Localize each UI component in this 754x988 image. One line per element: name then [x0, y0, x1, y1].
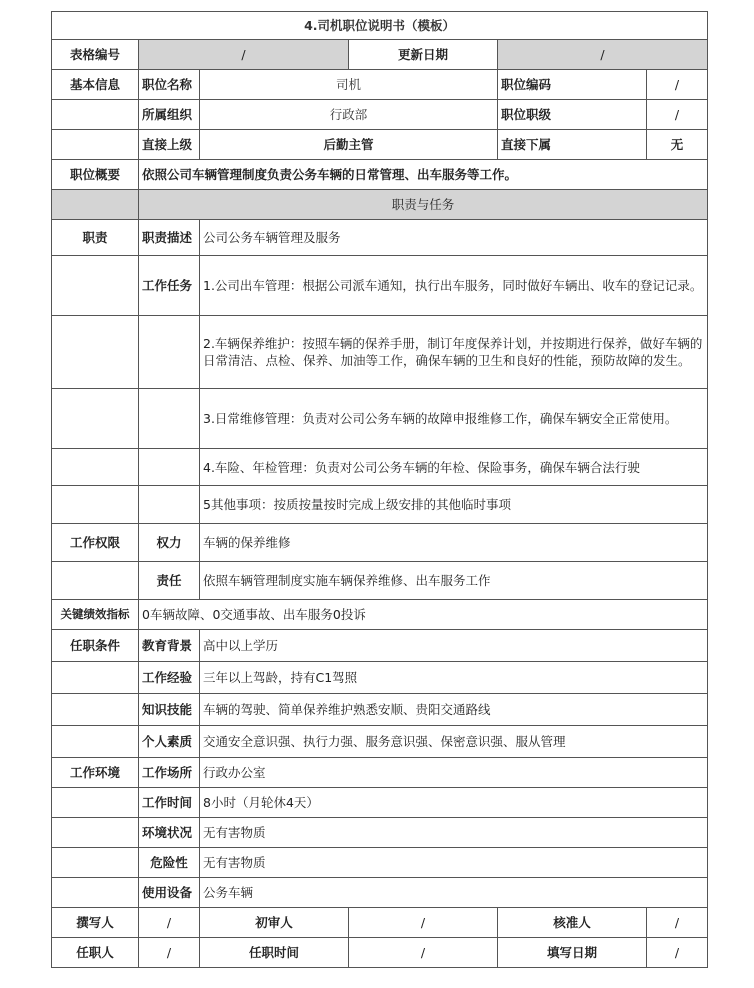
power-label: 权力: [139, 524, 200, 562]
writer-value: /: [139, 908, 200, 938]
kpi-value: 0车辆故障、0交通事故、出车服务0投诉: [139, 600, 708, 630]
environment-item-label: 危险性: [139, 848, 200, 878]
responsibility-value: 依照车辆管理制度实施车辆保养维修、出车服务工作: [200, 562, 708, 600]
hold-time-value: /: [349, 938, 498, 968]
authority-label: 工作权限: [52, 524, 139, 562]
position-code-value: /: [647, 70, 708, 100]
fill-date-value: /: [647, 938, 708, 968]
organization-value: 行政部: [200, 100, 498, 130]
summary-label: 职位概要: [52, 160, 139, 190]
qualification-item-label: 个人素质: [139, 726, 200, 758]
work-task-1: 1.公司出车管理：根据公司派车通知，执行出车服务，同时做好车辆出、收车的登记记录。: [200, 256, 708, 316]
environment-item-label: 工作场所: [139, 758, 200, 788]
power-value: 车辆的保养维修: [200, 524, 708, 562]
holder-value: /: [139, 938, 200, 968]
summary-text: 依照公司车辆管理制度负责公务车辆的日常管理、出车服务等工作。: [139, 160, 708, 190]
qualification-item-label: 工作经验: [139, 662, 200, 694]
empty-cell: [52, 486, 139, 524]
approver-value: /: [647, 908, 708, 938]
holder-label: 任职人: [52, 938, 139, 968]
work-task-label: 工作任务: [139, 256, 200, 316]
position-name-value: 司机: [200, 70, 498, 100]
environment-item-value: 行政办公室: [200, 758, 708, 788]
environment-label: 工作环境: [52, 758, 139, 788]
environment-item-value: 公务车辆: [200, 878, 708, 908]
duty-desc-value: 公司公务车辆管理及服务: [200, 220, 708, 256]
empty-cell: [52, 848, 139, 878]
writer-label: 撰写人: [52, 908, 139, 938]
kpi-label: 关键绩效指标: [52, 600, 139, 630]
work-task-4: 4.车险、年检管理：负责对公司公务车辆的年检、保险事务，确保车辆合法行驶: [200, 449, 708, 486]
qualification-item-value: 高中以上学历: [200, 630, 708, 662]
duties-label: 职责: [52, 220, 139, 256]
basic-info-label: 基本信息: [52, 70, 139, 100]
approver-label: 核准人: [498, 908, 647, 938]
duty-desc-label: 职责描述: [139, 220, 200, 256]
subordinate-value: 无: [647, 130, 708, 160]
qualification-item-value: 交通安全意识强、执行力强、服务意识强、保密意识强、服从管理: [200, 726, 708, 758]
superior-value: 后勤主管: [200, 130, 498, 160]
qualification-item-value: 车辆的驾驶、简单保养维护熟悉安顺、贵阳交通路线: [200, 694, 708, 726]
form-no-value: /: [139, 40, 349, 70]
fill-date-label: 填写日期: [498, 938, 647, 968]
empty-cell: [139, 486, 200, 524]
empty-cell: [139, 316, 200, 389]
empty-cell: [52, 562, 139, 600]
update-date-label: 更新日期: [349, 40, 498, 70]
environment-item-value: 无有害物质: [200, 818, 708, 848]
position-code-label: 职位编码: [498, 70, 647, 100]
empty-cell: [139, 449, 200, 486]
empty-cell: [52, 316, 139, 389]
qualification-item-label: 知识技能: [139, 694, 200, 726]
empty-cell: [52, 694, 139, 726]
empty-cell: [52, 818, 139, 848]
duties-header: 职责与任务: [139, 190, 708, 220]
job-description-table: [51, 11, 708, 968]
empty-cell: [52, 726, 139, 758]
work-task-5: 5其他事项：按质按量按时完成上级安排的其他临时事项: [200, 486, 708, 524]
position-grade-label: 职位职级: [498, 100, 647, 130]
empty-cell: [52, 449, 139, 486]
form-no-label: 表格编号: [52, 40, 139, 70]
position-grade-value: /: [647, 100, 708, 130]
qualification-item-value: 三年以上驾龄，持有C1驾照: [200, 662, 708, 694]
first-review-value: /: [349, 908, 498, 938]
organization-label: 所属组织: [139, 100, 200, 130]
page-title: 4.司机职位说明书（模板）: [52, 12, 708, 40]
empty-cell: [52, 130, 139, 160]
work-task-3: 3.日常维修管理：负责对公司公务车辆的故障申报维修工作，确保车辆安全正常使用。: [200, 389, 708, 449]
superior-label: 直接上级: [139, 130, 200, 160]
work-task-2: 2.车辆保养维护：按照车辆的保养手册，制订年度保养计划，并按期进行保养，做好车辆的日常清洁、点检、保养、加油等工作，确保车辆的卫生和良好的性能，预防故障的发生。: [200, 316, 708, 389]
environment-item-label: 工作时间: [139, 788, 200, 818]
qualification-item-label: 教育背景: [139, 630, 200, 662]
environment-item-label: 环境状况: [139, 818, 200, 848]
hold-time-label: 任职时间: [200, 938, 349, 968]
empty-cell: [52, 389, 139, 449]
empty-cell: [52, 662, 139, 694]
update-date-value: /: [498, 40, 708, 70]
first-review-label: 初审人: [200, 908, 349, 938]
responsibility-label: 责任: [139, 562, 200, 600]
qualification-label: 任职条件: [52, 630, 139, 662]
environment-item-label: 使用设备: [139, 878, 200, 908]
environment-item-value: 8小时（月轮休4天）: [200, 788, 708, 818]
job-description-sheet: [51, 11, 707, 973]
position-name-label: 职位名称: [139, 70, 200, 100]
environment-item-value: 无有害物质: [200, 848, 708, 878]
gray-cell: [52, 190, 139, 220]
empty-cell: [52, 878, 139, 908]
empty-cell: [52, 100, 139, 130]
subordinate-label: 直接下属: [498, 130, 647, 160]
empty-cell: [52, 788, 139, 818]
empty-cell: [52, 256, 139, 316]
empty-cell: [139, 389, 200, 449]
